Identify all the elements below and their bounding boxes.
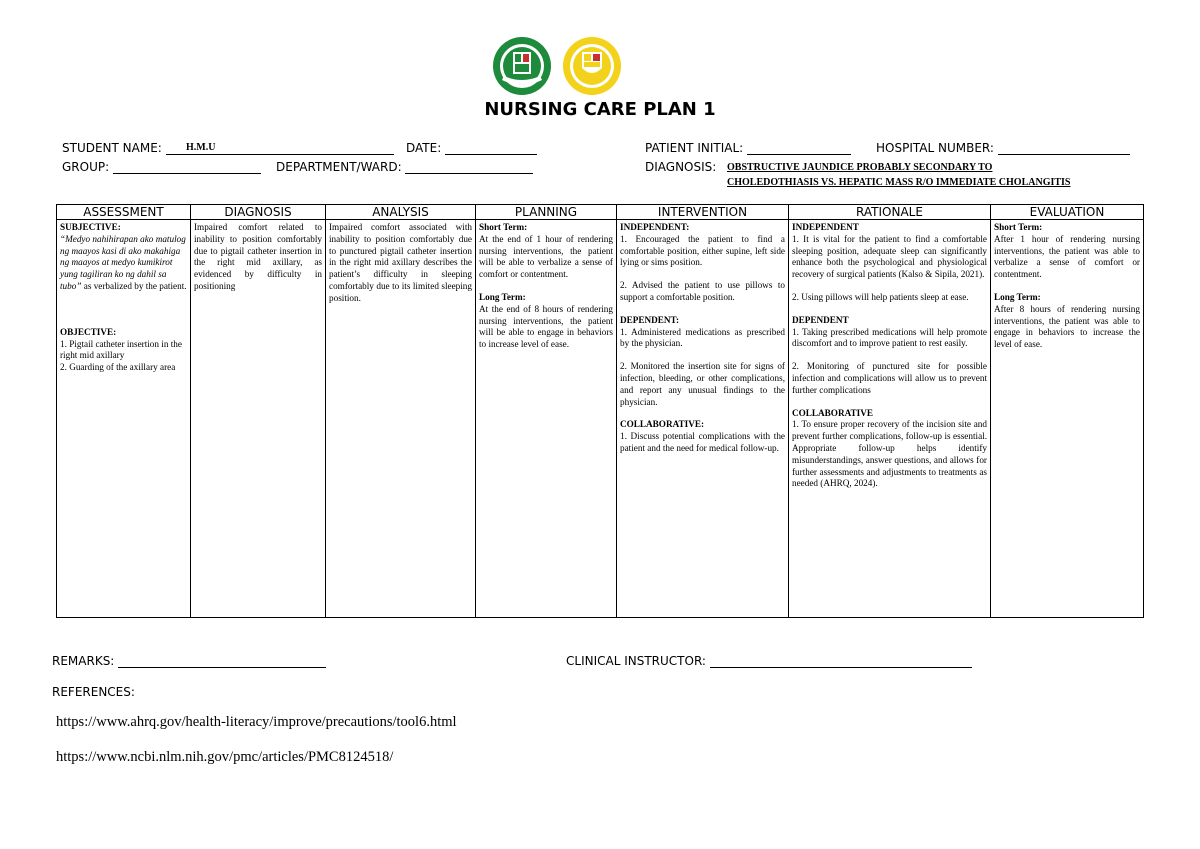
intervention-independent-1: 1. Encouraged the patient to find a comfortable position, either supine, left side lying or sims position. xyxy=(620,233,785,268)
header-assessment: ASSESSMENT xyxy=(57,205,191,220)
header-analysis: ANALYSIS xyxy=(326,205,476,220)
objective-label: OBJECTIVE: xyxy=(60,326,117,337)
evaluation-long-label: Long Term: xyxy=(994,291,1041,302)
subjective-quote: “Medyo nahihirapan ako matulog ng maayos kasi di ako makahiga ng maayos at medyo kumikirot yung tagiliran ko ng dahil sa tubo” xyxy=(60,233,186,291)
rationale-collaborative-label: COLLABORATIVE xyxy=(792,407,873,418)
rationale-cell xyxy=(789,220,991,618)
student-name-field xyxy=(62,141,394,155)
header-planning: PLANNING xyxy=(476,205,617,220)
department-line[interactable] xyxy=(405,161,533,174)
references-label: REFERENCES: xyxy=(52,685,135,699)
planning-cell xyxy=(476,220,617,618)
patient-initial-label: PATIENT INITIAL: xyxy=(645,141,744,155)
reference-link-2[interactable]: https://www.ncbi.nlm.nih.gov/pmc/articles/PMC8124518/ xyxy=(56,749,394,765)
header-diagnosis: DIAGNOSIS xyxy=(191,205,326,220)
patient-initial-field xyxy=(645,141,851,155)
yellow-seal-logo xyxy=(563,37,621,95)
care-plan-table xyxy=(56,204,1144,618)
subjective-label: SUBJECTIVE: xyxy=(60,222,121,232)
table-row xyxy=(57,220,1144,618)
analysis-text: Impaired comfort associated with inability to position comfortably due to punctured pigtail catheter insertion in the right mid axillary describes the patient’s difficulty in sleeping comfortably due to its limited sleeping position. xyxy=(329,222,472,303)
rationale-dependent-label: DEPENDENT xyxy=(792,314,849,325)
remarks-line[interactable] xyxy=(118,655,326,668)
date-line[interactable] xyxy=(445,142,537,155)
diagnosis-label: DIAGNOSIS: xyxy=(645,160,717,174)
planning-long-label: Long Term: xyxy=(479,291,526,302)
intervention-independent-2: 2. Advised the patient to use pillows to support a comfortable position. xyxy=(620,280,785,302)
planning-long-text: At the end of 8 hours of rendering nursing interventions, the patient will be able to engage in behaviors to increase level of ease. xyxy=(479,303,613,350)
intervention-dependent-2: 2. Monitored the insertion site for signs of infection, bleeding, or other complications, and report any unusual findings to the physician. xyxy=(620,361,785,407)
evaluation-long-text: After 8 hours of rendering nursing interventions, the patient was able to engage in behaviors to increase the level of ease. xyxy=(994,303,1140,350)
department-label: DEPARTMENT/WARD: xyxy=(276,160,402,174)
student-name-value: H.M.U xyxy=(186,142,216,153)
objective-item-1: 1. Pigtail catheter insertion in the right mid axillary xyxy=(60,338,182,361)
clinical-instructor-field xyxy=(566,654,972,668)
student-name-label: STUDENT NAME: xyxy=(62,141,162,155)
rationale-independent-label: INDEPENDENT xyxy=(792,222,859,232)
analysis-cell xyxy=(326,220,476,618)
intervention-dependent-label: DEPENDENT: xyxy=(620,314,680,325)
school-logos xyxy=(492,36,642,96)
planning-short-text: At the end of 1 hour of rendering nursing interventions, the patient will be able to verbalize a sense of comfort or contentment. xyxy=(479,233,613,280)
diagnosis-line-2: CHOLEDOTHIASIS VS. HEPATIC MASS R/O IMMEDIATE CHOLANGITIS xyxy=(727,177,1071,188)
hospital-number-line[interactable] xyxy=(998,142,1130,155)
diagnosis-line-1: OBSTRUCTIVE JAUNDICE PROBABLY SECONDARY TO xyxy=(727,162,993,173)
group-label: GROUP: xyxy=(62,160,110,174)
planning-short-label: Short Term: xyxy=(479,222,528,232)
intervention-cell xyxy=(617,220,789,618)
department-field xyxy=(276,160,533,174)
rationale-independent-1: 1. It is vital for the patient to find a comfortable sleeping position, adequate sleep can significantly enhance both the psychological and physiological recovery of surgical patients (Kalso & Sipila, 2021). xyxy=(792,233,987,280)
intervention-independent-label: INDEPENDENT: xyxy=(620,222,690,232)
evaluation-short-text: After 1 hour of rendering nursing interventions, the patient was able to verbalize a sense of comfort or contentment. xyxy=(994,233,1140,280)
date-label: DATE: xyxy=(406,141,442,155)
remarks-label: REMARKS: xyxy=(52,654,115,668)
intervention-dependent-1: 1. Administered medications as prescribed by the physician. xyxy=(620,326,785,349)
remarks-field xyxy=(52,654,326,668)
subjective-text xyxy=(60,234,187,293)
header-rationale: RATIONALE xyxy=(789,205,991,220)
patient-initial-line[interactable] xyxy=(747,142,851,155)
intervention-collaborative-1: 1. Discuss potential complications with the patient and the need for medical follow-up. xyxy=(620,431,785,453)
nursing-diagnosis-text: Impaired comfort related to inability to position comfortably due to pigtail catheter insertion in the right mid axillary, as evidenced by difficulty in positioning xyxy=(194,222,322,291)
intervention-collaborative-label: COLLABORATIVE: xyxy=(620,419,705,430)
header-intervention: INTERVENTION xyxy=(617,205,789,220)
green-seal-logo xyxy=(493,37,551,95)
rationale-independent-2: 2. Using pillows will help patients sleep at ease. xyxy=(792,291,969,302)
clinical-instructor-label: CLINICAL INSTRUCTOR: xyxy=(566,654,706,668)
table-header-row xyxy=(57,205,1144,220)
subjective-suffix: as verbalized by the patient. xyxy=(81,280,187,291)
page-title: NURSING CARE PLAN 1 xyxy=(484,99,716,120)
evaluation-short-label: Short Term: xyxy=(994,222,1043,232)
hospital-number-field xyxy=(876,141,1130,155)
rationale-dependent-1: 1. Taking prescribed medications will help promote discomfort and to improve patient to rest easily. xyxy=(792,326,987,349)
rationale-collaborative-1: 1. To ensure proper recovery of the incision site and prevent further complications, follow-up is essential. Appropriate follow-up helps identify misunderstandings, answer questions, and allows for further assessments and adjustments to treatments as needed (AHRQ, 2024). xyxy=(792,419,987,489)
diagnosis-cell xyxy=(191,220,326,618)
header-evaluation: EVALUATION xyxy=(991,205,1144,220)
group-line[interactable] xyxy=(113,161,261,174)
objective-item-2: 2. Guarding of the axillary area xyxy=(60,362,176,373)
rationale-dependent-2: 2. Monitoring of punctured site for possible infection and complications will allow us to prevent further complications xyxy=(792,361,987,395)
assessment-cell xyxy=(57,220,191,618)
date-field xyxy=(406,141,537,155)
hospital-number-label: HOSPITAL NUMBER: xyxy=(876,141,994,155)
group-field xyxy=(62,160,261,174)
clinical-instructor-line[interactable] xyxy=(710,655,972,668)
reference-link-1[interactable]: https://www.ahrq.gov/health-literacy/improve/precautions/tool6.html xyxy=(56,714,457,730)
evaluation-cell xyxy=(991,220,1144,618)
